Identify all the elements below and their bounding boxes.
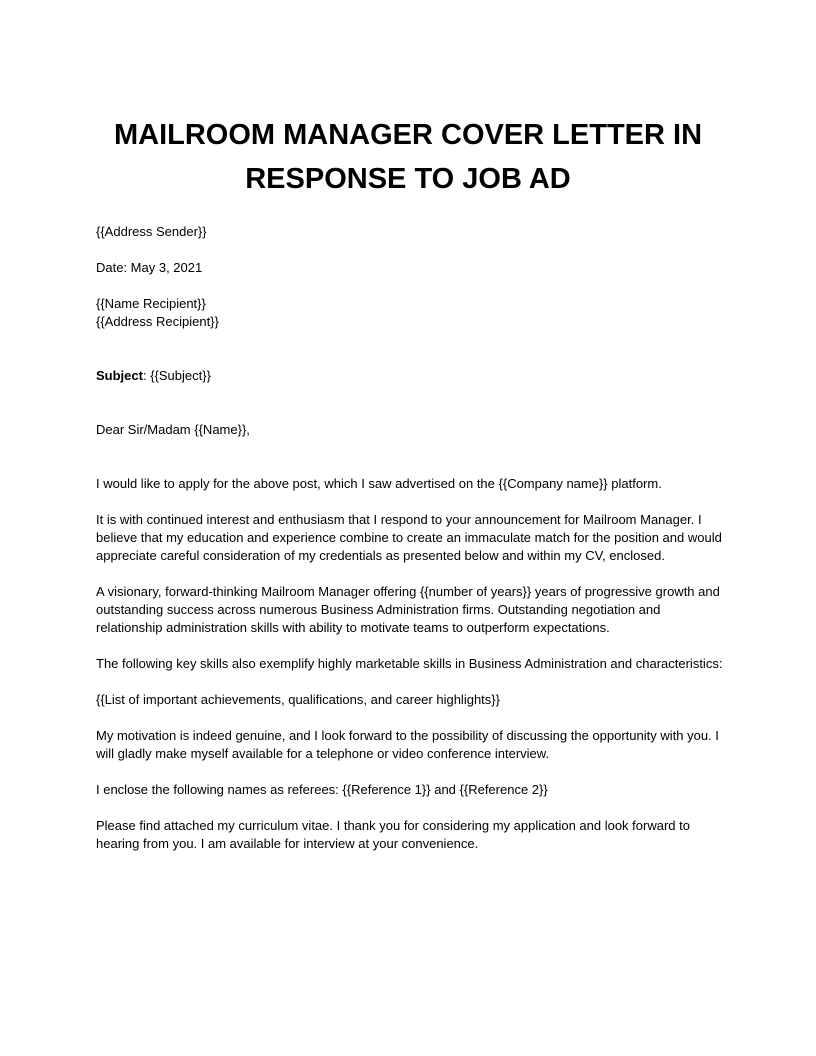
spacer: [96, 277, 726, 295]
spacer: [96, 439, 726, 475]
paragraph: {{List of important achievements, qualifications, and career highlights}}: [96, 692, 500, 707]
letter-body: [96, 223, 726, 871]
subject-line: [96, 367, 726, 385]
recipient-name: {{Name Recipient}}: [96, 296, 206, 311]
paragraph: A visionary, forward-thinking Mailroom Manager offering {{number of years}} years of progressive growth and outstanding success across numerous Business Administration firms. Outstanding negotiation and relationship administration skills with ability to motivate teams to outperform expectations.: [96, 584, 720, 635]
recipient-address: {{Address Recipient}}: [96, 314, 219, 329]
paragraph: My motivation is indeed genuine, and I look forward to the possibility of discussing the opportunity with you. I will gladly make myself available for a telephone or video conference interview.: [96, 728, 719, 761]
paragraph: It is with continued interest and enthusiasm that I respond to your announcement for Mailroom Manager. I believe that my education and experience combine to create an immaculate match for the position and would appreciate careful consideration of my credentials as presented below and within my CV, enclosed.: [96, 512, 722, 563]
subject-value: : {{Subject}}: [142, 368, 211, 383]
paragraph: I enclose the following names as referees: {{Reference 1}} and {{Reference 2}}: [96, 782, 548, 797]
sender-address: {{Address Sender}}: [96, 224, 207, 239]
paragraph: Please find attached my curriculum vitae. I thank you for considering my application and look forward to hearing from you. I am available for interview at your convenience.: [96, 818, 690, 851]
spacer: [96, 241, 726, 259]
spacer: [96, 331, 726, 367]
paragraph: I would like to apply for the above post, which I saw advertised on the {{Company name}} platform.: [96, 476, 662, 491]
paragraph: The following key skills also exemplify highly marketable skills in Business Administration and characteristics:: [96, 656, 723, 671]
salutation: Dear Sir/Madam {{Name}},: [96, 422, 250, 437]
document-title: MAILROOM MANAGER COVER LETTER IN RESPONSE TO JOB AD: [113, 119, 703, 195]
letter-date: Date: May 3, 2021: [96, 260, 203, 275]
subject-label: Subject: [96, 368, 143, 383]
spacer: [96, 385, 726, 421]
